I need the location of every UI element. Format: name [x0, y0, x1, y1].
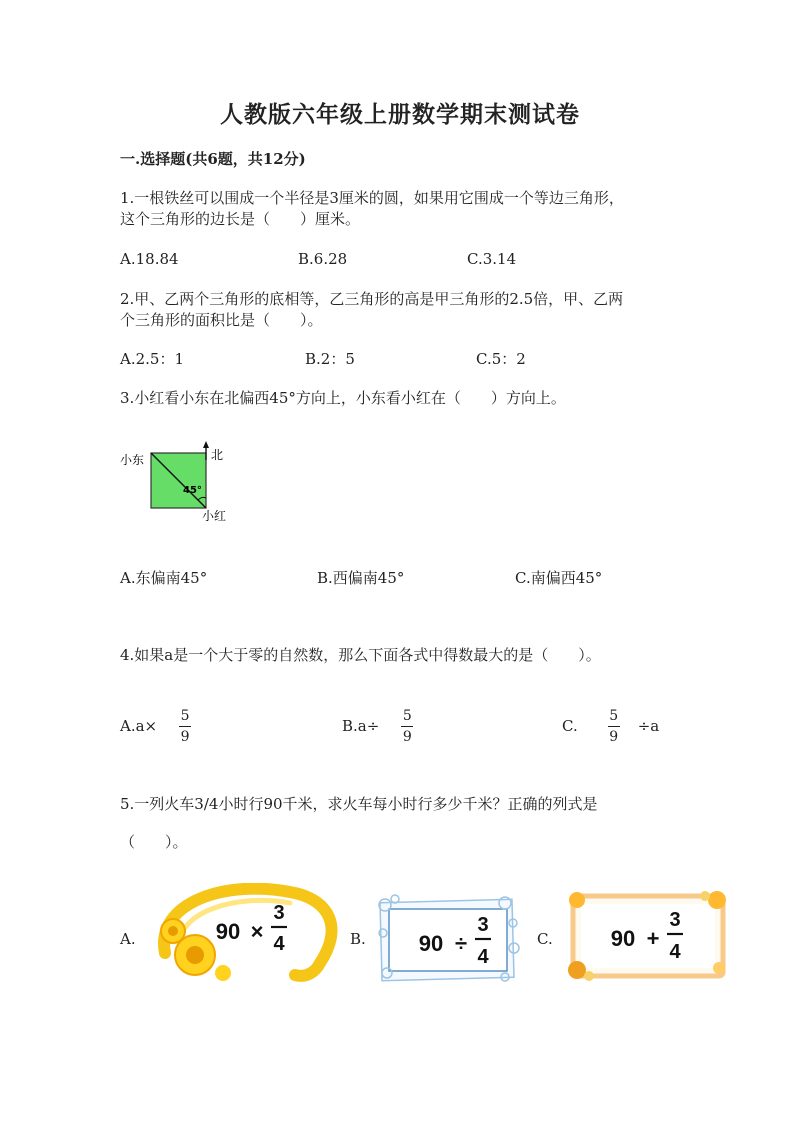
fraction — [179, 708, 191, 745]
question-5 — [120, 794, 598, 853]
option-prefix: a÷ — [357, 717, 380, 735]
expr-den: 4 — [273, 933, 285, 955]
option-3c[interactable]: C.南偏西45° — [515, 569, 603, 587]
question-text-line: 5.一列火车3/4小时行90千米，求火车每小时行多少千米？正确的列式是 — [120, 795, 598, 813]
fraction-numerator: 5 — [180, 708, 190, 724]
option-5a-letter[interactable]: A. — [120, 930, 136, 948]
label-angle: 45° — [183, 485, 202, 496]
expr-num: 3 — [477, 914, 489, 936]
option-letter: B. — [342, 717, 358, 735]
option-4b[interactable] — [342, 708, 413, 745]
label-xiaodong: 小东 — [120, 453, 145, 467]
expr-int: 90 — [418, 931, 444, 956]
fraction-denominator: 9 — [609, 729, 619, 745]
option-4c[interactable] — [562, 708, 659, 745]
fraction-bar — [401, 726, 413, 727]
fraction — [608, 708, 620, 745]
expr-op: ÷ — [454, 931, 468, 956]
option-5c-card[interactable] — [565, 888, 730, 983]
question-1 — [120, 188, 624, 230]
label-north: 北 — [211, 448, 224, 462]
label-xiaohong: 小红 — [202, 509, 227, 523]
question-text-line: 个三角形的面积比是（ ）。 — [120, 311, 323, 329]
fraction-numerator: 5 — [609, 708, 619, 724]
fraction-bar — [179, 726, 191, 727]
question-text-line: 1.一根铁丝可以围成一个半径是3厘米的圆，如果用它围成一个等边三角形， — [120, 189, 624, 207]
expression-5a — [216, 902, 287, 955]
question-3 — [120, 388, 566, 409]
option-1b[interactable]: B.6.28 — [298, 250, 348, 268]
fraction-bar — [608, 726, 620, 727]
direction-figure — [118, 440, 248, 525]
option-3a[interactable]: A.东偏南45° — [120, 569, 208, 587]
option-5b-card[interactable] — [375, 893, 520, 983]
fraction-denominator: 9 — [180, 729, 190, 745]
option-4a[interactable] — [120, 708, 191, 745]
question-4 — [120, 645, 601, 666]
page-title: 人教版六年级上册数学期末测试卷 — [220, 101, 580, 128]
option-2b[interactable]: B.2：5 — [305, 350, 355, 368]
expr-int: 90 — [215, 919, 241, 944]
expr-op: × — [250, 919, 264, 944]
option-5a-card[interactable] — [145, 883, 345, 983]
option-2a[interactable]: A.2.5：1 — [120, 350, 184, 368]
expr-num: 3 — [273, 902, 285, 924]
question-text-line: 3.小红看小东在北偏西45°方向上，小东看小红在（ ）方向上。 — [120, 389, 566, 407]
question-text-line: 2.甲、乙两个三角形的底相等，乙三角形的高是甲三角形的2.5倍，甲、乙两 — [120, 290, 624, 308]
fraction — [401, 708, 413, 745]
expr-int: 90 — [610, 926, 636, 951]
option-5b-letter[interactable]: B. — [350, 930, 366, 948]
north-arrow-head — [203, 441, 209, 448]
expr-den: 4 — [669, 941, 681, 963]
fraction-denominator: 9 — [402, 729, 412, 745]
section-heading: 一.选择题(共6题，共12分) — [120, 150, 306, 168]
fraction-numerator: 5 — [402, 708, 412, 724]
expr-op: + — [646, 926, 660, 951]
question-text-line: 4.如果a是一个大于零的自然数，那么下面各式中得数最大的是（ ）。 — [120, 646, 601, 664]
option-letter: C. — [562, 717, 578, 735]
option-3b[interactable]: B.西偏南45° — [317, 569, 405, 587]
option-letter: A. — [120, 717, 136, 735]
option-prefix: a× — [135, 717, 158, 735]
expr-den: 4 — [477, 946, 489, 968]
option-1c[interactable]: C.3.14 — [467, 250, 517, 268]
option-1a[interactable]: A.18.84 — [120, 250, 179, 268]
option-5c-letter[interactable]: C. — [537, 930, 553, 948]
expr-num: 3 — [669, 909, 681, 931]
option-2c[interactable]: C.5：2 — [476, 350, 526, 368]
question-2 — [120, 289, 623, 331]
option-suffix: ÷a — [637, 717, 660, 735]
question-text-line: 这个三角形的边长是（ ）厘米。 — [120, 210, 361, 228]
question-text-line: （ ）。 — [120, 833, 188, 851]
